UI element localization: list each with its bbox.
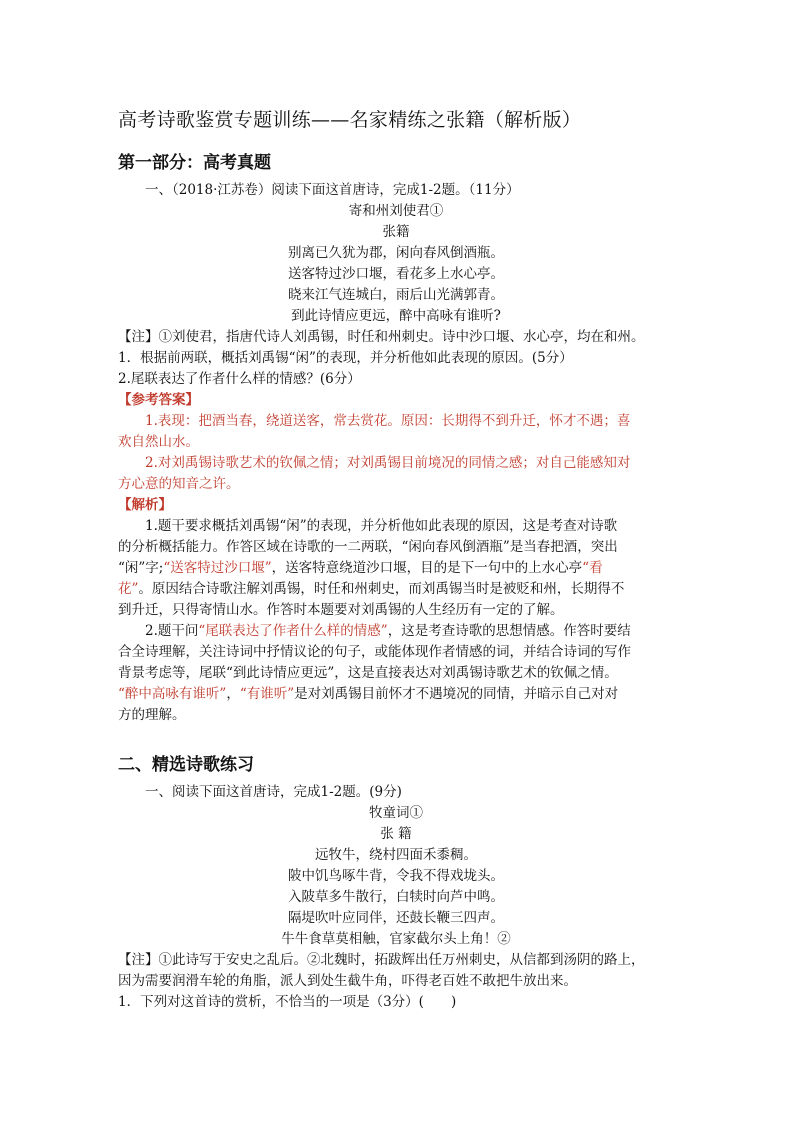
question-set-1 (118, 180, 674, 726)
poem-line: 远牧牛，绕村四面禾黍稠。 (315, 847, 477, 863)
answer-2-cont: 方心意的知音之许。 (118, 476, 240, 492)
analysis-1-line: 到升迁，只得寄情山水。作答时本题要对刘禹锡的人生经历有一定的了解。 (118, 602, 564, 618)
q2-intro: 一、阅读下面这首唐诗，完成1-2题。(9分) (145, 784, 402, 800)
question-2: 2.尾联表达了作者什么样的情感？(6分） (118, 371, 361, 387)
analysis-1-line: 1.题干要求概括刘禹锡“闲”的表现，并分析他如此表现的原因，这是考查对诗歌 (145, 518, 618, 534)
analysis-2-line (118, 684, 674, 705)
part2-heading: 二、精选诗歌练习 (118, 755, 254, 775)
poem-author: 张 籍 (380, 826, 412, 842)
analysis-text: ，这是考查诗歌的思想情感。作答时要结 (387, 623, 631, 639)
analysis-label: 【解析】 (118, 497, 172, 513)
poem-author: 张籍 (382, 224, 410, 240)
question-1: 1．下列对这首诗的赏析，不恰当的一项是（3分）( ) (118, 994, 457, 1010)
analysis-1-line: 的分析概括能力。作答区域在诗歌的一二两联，“闲向春风倒酒瓶”是当春把酒，突出 (118, 539, 618, 555)
analysis-text: ，送客特意绕道沙口堰，目的是下一句中的上水心亭 (271, 560, 583, 576)
poem-line: 送客特过沙口堰，看花多上水心亭。 (288, 266, 504, 282)
poem-line: 陂中饥鸟啄牛背，令我不得戏垅头。 (288, 868, 504, 884)
analysis-2-line: 方的理解。 (118, 707, 186, 723)
analysis-highlight: 花” (118, 581, 139, 597)
analysis-highlight: “看 (582, 560, 603, 576)
analysis-2-line (118, 621, 674, 642)
analysis-highlight: “醉中高咏有谁听” (118, 686, 227, 702)
answer-1-cont: 欢自然山水。 (118, 434, 199, 450)
analysis-2-line: 合全诗理解，关注诗词中抒情议论的句子，或能体现作者情感的词，并结合诗词的写作 (118, 644, 631, 660)
poem-note: 【注】①此诗写于安史之乱后。②北魏时，拓跋辉出任万州刺史，从信都到汤阴的路上， (118, 952, 645, 968)
analysis-1-line (118, 558, 674, 579)
analysis-highlight: “尾联表达了作者什么样的情感” (198, 623, 388, 639)
poem-line: 到此诗情应更远，醉中高咏有谁听? (291, 308, 501, 324)
answer-1: 1.表现：把酒当春，绕道送客，常去赏花。原因：长期得不到升迁，怀才不遇；喜 (145, 413, 631, 429)
analysis-highlight: “有谁听” (239, 686, 295, 702)
answer-label: 【参考答案】 (118, 392, 199, 408)
question-set-2 (118, 782, 674, 1013)
analysis-text: 。原因结合诗歌注解刘禹锡，时任和州刺史，而刘禹锡当时是被贬和州，长期得不 (138, 581, 625, 597)
poem-note-cont: 因为需要润滑车轮的角脂，派人到处生截牛角，吓得老百姓不敢把牛放出来。 (118, 973, 577, 989)
poem-line: 入陂草多牛散行，白犊时向芦中鸣。 (288, 889, 504, 905)
analysis-highlight: “送客特过沙口堰” (163, 560, 272, 576)
poem-line: 隔堤吹叶应同伴，还鼓长鞭三四声。 (288, 910, 504, 926)
answer-2: 2.对刘禹锡诗歌艺术的钦佩之情；对刘禹锡目前境况的同情之感；对自己能感知对 (145, 455, 631, 471)
analysis-1-line (118, 579, 674, 600)
poem-note: 【注】①刘使君，指唐代诗人刘禹锡，时任和州刺史。诗中沙口堰、水心亭，均在和州。 (118, 329, 645, 345)
poem-title: 寄和州刘使君① (348, 203, 444, 219)
analysis-text: 是对刘禹锡目前怀才不遇境况的同情，并暗示自己对对 (294, 686, 619, 702)
analysis-text: ， (226, 686, 240, 702)
document-title: 高考诗歌鉴赏专题训练——名家精练之张籍（解析版） (118, 109, 582, 131)
analysis-2-line: 背景考虑等，尾联“到此诗情应更远”，这是直接表达对刘禹锡诗歌艺术的钦佩之情。 (118, 665, 618, 681)
question-1: 1．根据前两联，概括刘禹锡“闲”的表现，并分析他如此表现的原因。(5分） (118, 350, 573, 366)
poem-line: 别离已久犹为郡，闲向春风倒酒瓶。 (288, 245, 504, 261)
q1-intro: 一、（2018·江苏卷）阅读下面这首唐诗，完成1-2题。（11分） (145, 182, 520, 198)
part1-heading: 第一部分：高考真题 (118, 153, 271, 173)
poem-title: 牧童词① (369, 805, 423, 821)
analysis-text: “闲”字; (118, 560, 164, 576)
analysis-text: 2.题干问 (145, 623, 199, 639)
poem-line: 牛牛食草莫相触，官家截尔头上角！② (281, 931, 511, 947)
poem-line: 晓来江气连城白，雨后山光满郭青。 (288, 287, 504, 303)
